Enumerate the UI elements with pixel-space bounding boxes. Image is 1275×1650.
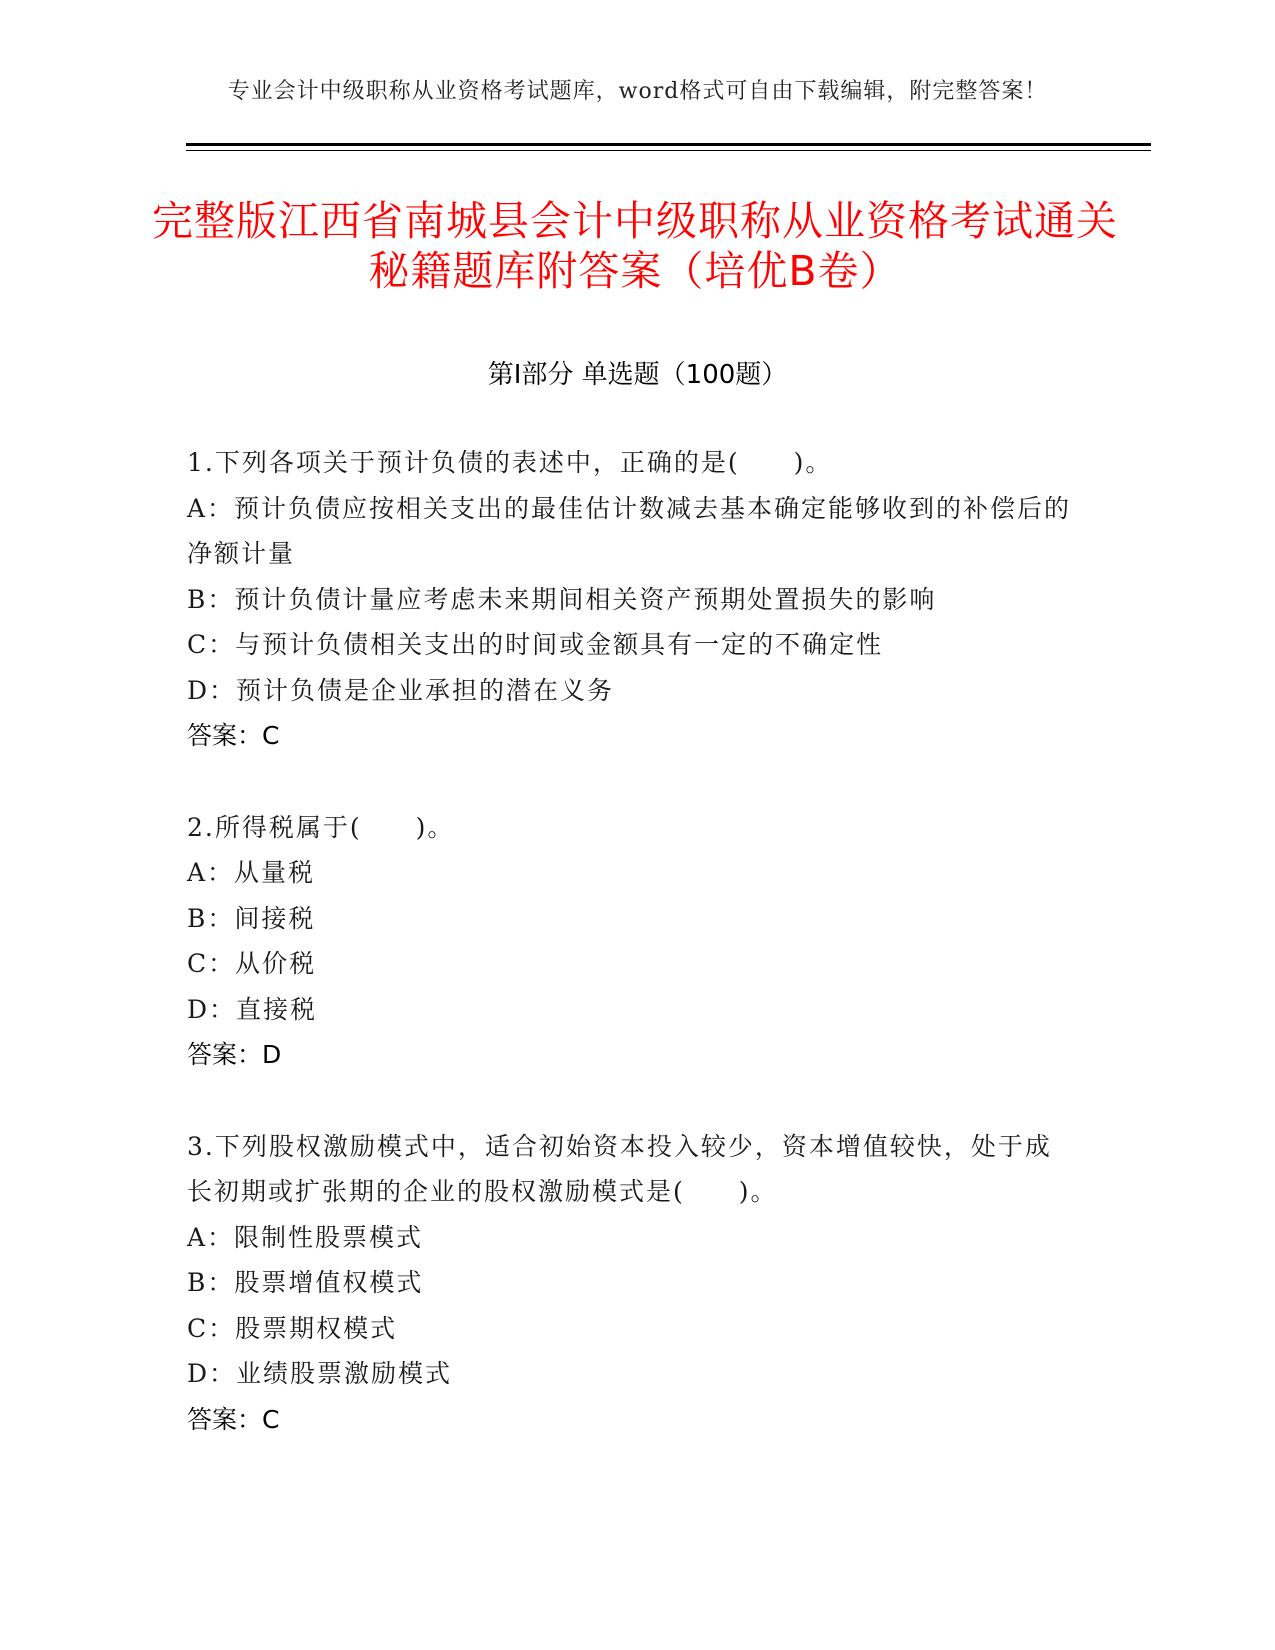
header-note: 专业会计中级职称从业资格考试题库，word格式可自由下载编辑，附完整答案！ — [227, 79, 1048, 104]
question-item — [187, 1124, 1077, 1443]
answer-line: 答案：C — [187, 1404, 280, 1434]
answer-line: 答案：D — [187, 1040, 282, 1069]
option-a: A：从量税 — [187, 858, 316, 887]
question-item — [187, 805, 1077, 1078]
option-b: B：股票增值权模式 — [187, 1268, 424, 1297]
option-a: A：限制性股票模式 — [187, 1222, 424, 1252]
option-c: C：与预计负债相关支出的时间或金额具有一定的不确定性 — [187, 630, 884, 659]
section-title: 第Ⅰ部分 单选题（100题） — [487, 360, 788, 390]
option-d: D：预计负债是企业承担的潜在义务 — [187, 675, 615, 705]
option-d: D：业绩股票激励模式 — [187, 1359, 453, 1388]
header-rule-thick — [186, 143, 1151, 146]
question-stem: 1.下列各项关于预计负债的表述中，正确的是( )。 — [187, 448, 833, 477]
option-c: C：从价税 — [187, 949, 317, 978]
option-c: C：股票期权模式 — [187, 1313, 398, 1343]
option-a: A：预计负债应按相关支出的最佳估计数减去基本确定能够收到的补偿后的净额计量 — [187, 493, 1072, 568]
question-stem: 2.所得税属于( )。 — [187, 812, 455, 842]
answer-line: 答案：C — [187, 721, 280, 750]
question-stem: 3.下列股权激励模式中，适合初始资本投入较少，资本增值较快，处于成长初期或扩张期的企业的股权激励模式是( )。 — [187, 1131, 1052, 1206]
option-b: B：预计负债计量应考虑未来期间相关资产预期处置损失的影响 — [187, 584, 937, 614]
option-b: B：间接税 — [187, 903, 316, 933]
header-rule-thin — [186, 150, 1151, 151]
document-title: 完整版江西省南城县会计中级职称从业资格考试通关秘籍题库附答案（培优B卷） — [152, 197, 1118, 295]
option-d: D：直接税 — [187, 994, 318, 1024]
question-item — [187, 440, 1077, 759]
question-list — [187, 440, 1077, 1488]
